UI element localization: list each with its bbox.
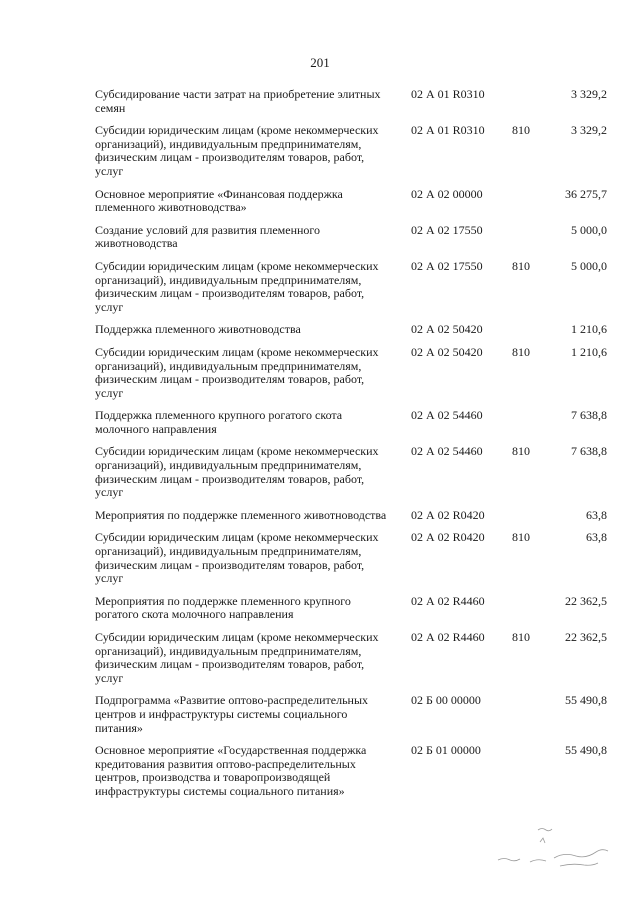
row-code: 02 А 02 R0420 [411, 507, 485, 522]
row-code: 02 А 02 17550 [411, 222, 483, 237]
row-code: 02 А 02 R4460 [411, 630, 485, 644]
table-row [0, 188, 640, 215]
row-code: 02 А 02 50420 [411, 344, 483, 359]
table-row [0, 260, 640, 314]
row-amount: 36 275,7 [565, 186, 607, 201]
row-name: Субсидии юридическим лицам (кроме некоммерческих организаций), индивидуальным предпринимателям, физическим лицам - производителям товаров, работ, услуг [95, 530, 379, 586]
row-expense-type: 810 [512, 630, 530, 644]
row-code: 02 А 02 50420 [411, 322, 483, 337]
row-name: Субсидии юридическим лицам (кроме некоммерческих организаций), индивидуальным предпринимателям, физическим лицам - производителям товаров, работ, услуг [95, 444, 379, 500]
row-name: Подпрограмма «Развитие оптово-распределительных центров и инфраструктуры системы социального питания» [95, 693, 369, 735]
row-code: 02 А 01 R0310 [411, 123, 485, 138]
budget-table [0, 88, 640, 808]
row-name: Мероприятия по поддержке племенного крупного рогатого скота молочного направления [95, 593, 351, 622]
row-amount: 55 490,8 [565, 693, 607, 708]
row-code: 02 А 02 54460 [411, 408, 483, 423]
row-name: Субсидии юридическим лицам (кроме некоммерческих организаций), индивидуальным предпринимателям, физическим лицам - производителям товаров, работ, услуг [95, 258, 379, 314]
row-name: Субсидии юридическим лицам (кроме некоммерческих организаций), индивидуальным предпринимателям, физическим лицам - производителям товаров, работ, услуг [95, 344, 379, 400]
table-row [0, 124, 640, 178]
row-code: 02 А 02 54460 [411, 444, 483, 459]
row-name: Субсидирование части затрат на приобретение элитных семян [95, 87, 381, 115]
row-expense-type: 810 [512, 530, 530, 545]
row-code: 02 А 01 R0310 [411, 87, 485, 101]
table-row [0, 631, 640, 685]
row-expense-type: 810 [512, 258, 530, 273]
row-amount: 55 490,8 [565, 743, 607, 758]
row-name: Мероприятия по поддержке племенного животноводства [95, 507, 387, 522]
row-amount: 22 362,5 [565, 630, 607, 644]
table-row [0, 323, 640, 337]
row-name: Основное мероприятие «Финансовая поддержка племенного животноводства» [95, 186, 343, 215]
row-expense-type: 810 [512, 444, 530, 459]
row-code: 02 А 02 R4460 [411, 593, 485, 608]
row-name: Создание условий для развития племенного животноводства [95, 222, 321, 251]
table-row [0, 445, 640, 499]
row-amount: 5 000,0 [571, 258, 607, 273]
row-name: Субсидии юридическим лицам (кроме некоммерческих организаций), индивидуальным предпринимателям, физическим лицам - производителям товаров, работ, услуг [95, 123, 379, 178]
row-name: Субсидии юридическим лицам (кроме некоммерческих организаций), индивидуальным предпринимателям, физическим лицам - производителям товаров, работ, услуг [95, 630, 379, 685]
row-amount: 7 638,8 [571, 444, 607, 459]
stamp-marks-icon [490, 822, 620, 872]
row-amount: 63,8 [586, 507, 607, 522]
table-row [0, 744, 640, 798]
table-row [0, 346, 640, 400]
row-amount: 5 000,0 [571, 222, 607, 237]
table-row [0, 409, 640, 436]
row-amount: 1 210,6 [571, 344, 607, 359]
row-code: 02 Б 01 00000 [411, 743, 481, 758]
row-name: Поддержка племенного крупного рогатого скота молочного направления [95, 408, 343, 436]
table-row [0, 224, 640, 251]
row-code: 02 А 02 R0420 [411, 530, 485, 545]
page-number: 201 [310, 55, 330, 70]
row-amount: 22 362,5 [565, 593, 607, 608]
row-expense-type: 810 [512, 123, 530, 138]
table-row [0, 531, 640, 585]
row-code: 02 А 02 17550 [411, 258, 483, 273]
row-code: 02 А 02 00000 [411, 186, 483, 201]
row-amount: 3 329,2 [571, 87, 607, 101]
table-row [0, 88, 640, 115]
table-row [0, 595, 640, 622]
row-name: Поддержка племенного животноводства [95, 322, 301, 337]
row-amount: 1 210,6 [571, 322, 607, 337]
row-expense-type: 810 [512, 344, 530, 359]
table-row [0, 694, 640, 735]
row-name: Основное мероприятие «Государственная поддержка кредитования развития оптово-распределительных центров, производства и товаропроизводящей инфраструктуры системы социального питания» [95, 743, 367, 798]
row-amount: 3 329,2 [571, 123, 607, 138]
row-amount: 7 638,8 [571, 408, 607, 423]
table-row [0, 509, 640, 523]
row-amount: 63,8 [586, 530, 607, 545]
row-code: 02 Б 00 00000 [411, 693, 481, 708]
